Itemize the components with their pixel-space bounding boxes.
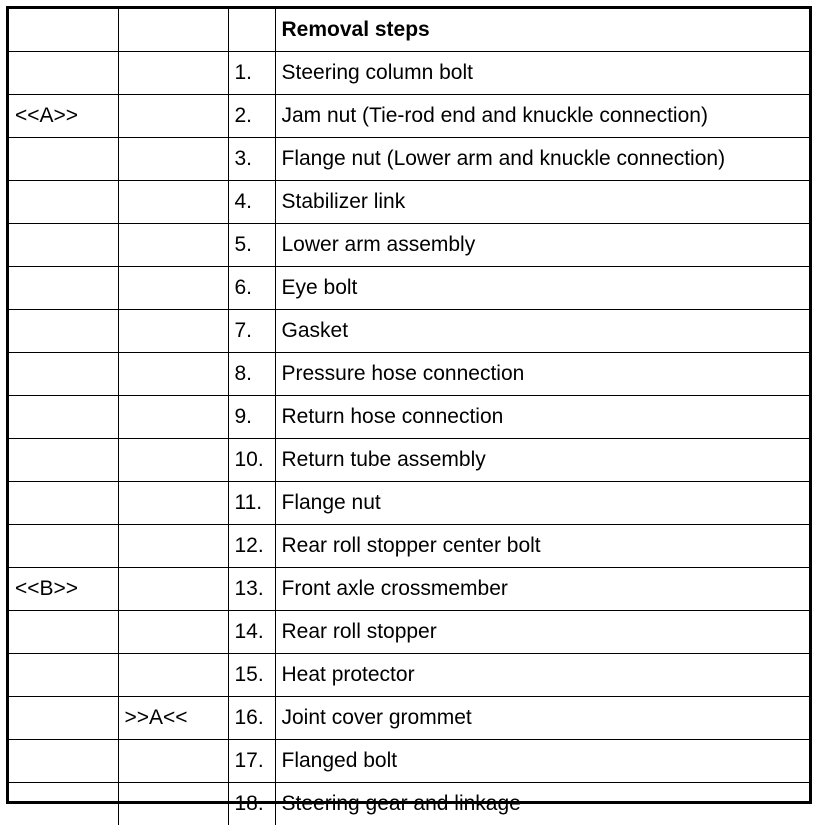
step-description: Rear roll stopper xyxy=(275,611,809,654)
installation-service-point-mark xyxy=(118,52,228,95)
step-description: Joint cover grommet xyxy=(275,697,809,740)
table-row xyxy=(9,396,809,439)
table-row xyxy=(9,783,809,825)
removal-service-point-mark xyxy=(9,783,118,825)
removal-service-point-mark xyxy=(9,611,118,654)
table-row xyxy=(9,697,809,740)
steps-body xyxy=(9,52,809,825)
installation-service-point-mark xyxy=(118,138,228,181)
removal-service-point-mark xyxy=(9,740,118,783)
installation-service-point-mark xyxy=(118,611,228,654)
installation-service-point-mark xyxy=(118,740,228,783)
table-row xyxy=(9,439,809,482)
installation-service-point-mark xyxy=(118,439,228,482)
removal-service-point-mark: <<A>> xyxy=(9,95,118,138)
installation-service-point-mark xyxy=(118,568,228,611)
installation-service-point-mark xyxy=(118,396,228,439)
removal-service-point-mark: <<B>> xyxy=(9,568,118,611)
table-row xyxy=(9,138,809,181)
step-description: Steering gear and linkage xyxy=(275,783,809,825)
step-description: Rear roll stopper center bolt xyxy=(275,525,809,568)
table-row xyxy=(9,181,809,224)
removal-service-point-mark xyxy=(9,396,118,439)
step-number: 17. xyxy=(228,740,275,783)
step-number: 15. xyxy=(228,654,275,697)
step-number: 1. xyxy=(228,52,275,95)
table-row xyxy=(9,740,809,783)
header-removal-service-point xyxy=(9,9,118,52)
table-row xyxy=(9,310,809,353)
installation-service-point-mark xyxy=(118,525,228,568)
step-number: 13. xyxy=(228,568,275,611)
step-description: Jam nut (Tie-rod end and knuckle connection) xyxy=(275,95,809,138)
step-number: 5. xyxy=(228,224,275,267)
header-installation-service-point xyxy=(118,9,228,52)
step-number: 16. xyxy=(228,697,275,740)
table-row xyxy=(9,52,809,95)
step-number: 2. xyxy=(228,95,275,138)
table-row xyxy=(9,482,809,525)
removal-service-point-mark xyxy=(9,138,118,181)
removal-service-point-mark xyxy=(9,439,118,482)
table-row xyxy=(9,654,809,697)
step-number: 18. xyxy=(228,783,275,825)
step-number: 6. xyxy=(228,267,275,310)
header-row xyxy=(9,9,809,52)
step-description: Stabilizer link xyxy=(275,181,809,224)
installation-service-point-mark xyxy=(118,482,228,525)
table-row xyxy=(9,568,809,611)
removal-service-point-mark xyxy=(9,525,118,568)
removal-service-point-mark xyxy=(9,267,118,310)
step-description: Pressure hose connection xyxy=(275,353,809,396)
step-description: Eye bolt xyxy=(275,267,809,310)
removal-service-point-mark xyxy=(9,224,118,267)
installation-service-point-mark xyxy=(118,95,228,138)
step-description: Flanged bolt xyxy=(275,740,809,783)
step-number: 8. xyxy=(228,353,275,396)
removal-service-point-mark xyxy=(9,482,118,525)
removal-service-point-mark xyxy=(9,353,118,396)
removal-steps-table xyxy=(9,9,809,825)
removal-service-point-mark xyxy=(9,181,118,224)
step-number: 3. xyxy=(228,138,275,181)
installation-service-point-mark: >>A<< xyxy=(118,697,228,740)
installation-service-point-mark xyxy=(118,654,228,697)
table-row xyxy=(9,95,809,138)
step-description: Return hose connection xyxy=(275,396,809,439)
installation-service-point-mark xyxy=(118,181,228,224)
removal-service-point-mark xyxy=(9,697,118,740)
removal-steps-sheet xyxy=(6,6,812,804)
step-description: Return tube assembly xyxy=(275,439,809,482)
step-number: 10. xyxy=(228,439,275,482)
step-number: 12. xyxy=(228,525,275,568)
removal-service-point-mark xyxy=(9,654,118,697)
installation-service-point-mark xyxy=(118,224,228,267)
step-description: Gasket xyxy=(275,310,809,353)
step-number: 7. xyxy=(228,310,275,353)
removal-service-point-mark xyxy=(9,52,118,95)
step-description: Lower arm assembly xyxy=(275,224,809,267)
step-description: Front axle crossmember xyxy=(275,568,809,611)
table-row xyxy=(9,224,809,267)
installation-service-point-mark xyxy=(118,783,228,825)
table-row xyxy=(9,267,809,310)
step-description: Flange nut (Lower arm and knuckle connection) xyxy=(275,138,809,181)
header-removal-steps: Removal steps xyxy=(275,9,809,52)
step-description: Heat protector xyxy=(275,654,809,697)
step-number: 9. xyxy=(228,396,275,439)
removal-service-point-mark xyxy=(9,310,118,353)
header-step-number xyxy=(228,9,275,52)
step-description: Flange nut xyxy=(275,482,809,525)
table-row xyxy=(9,353,809,396)
step-description: Steering column bolt xyxy=(275,52,809,95)
installation-service-point-mark xyxy=(118,353,228,396)
step-number: 4. xyxy=(228,181,275,224)
table-row xyxy=(9,525,809,568)
table-row xyxy=(9,611,809,654)
installation-service-point-mark xyxy=(118,310,228,353)
installation-service-point-mark xyxy=(118,267,228,310)
step-number: 14. xyxy=(228,611,275,654)
step-number: 11. xyxy=(228,482,275,525)
